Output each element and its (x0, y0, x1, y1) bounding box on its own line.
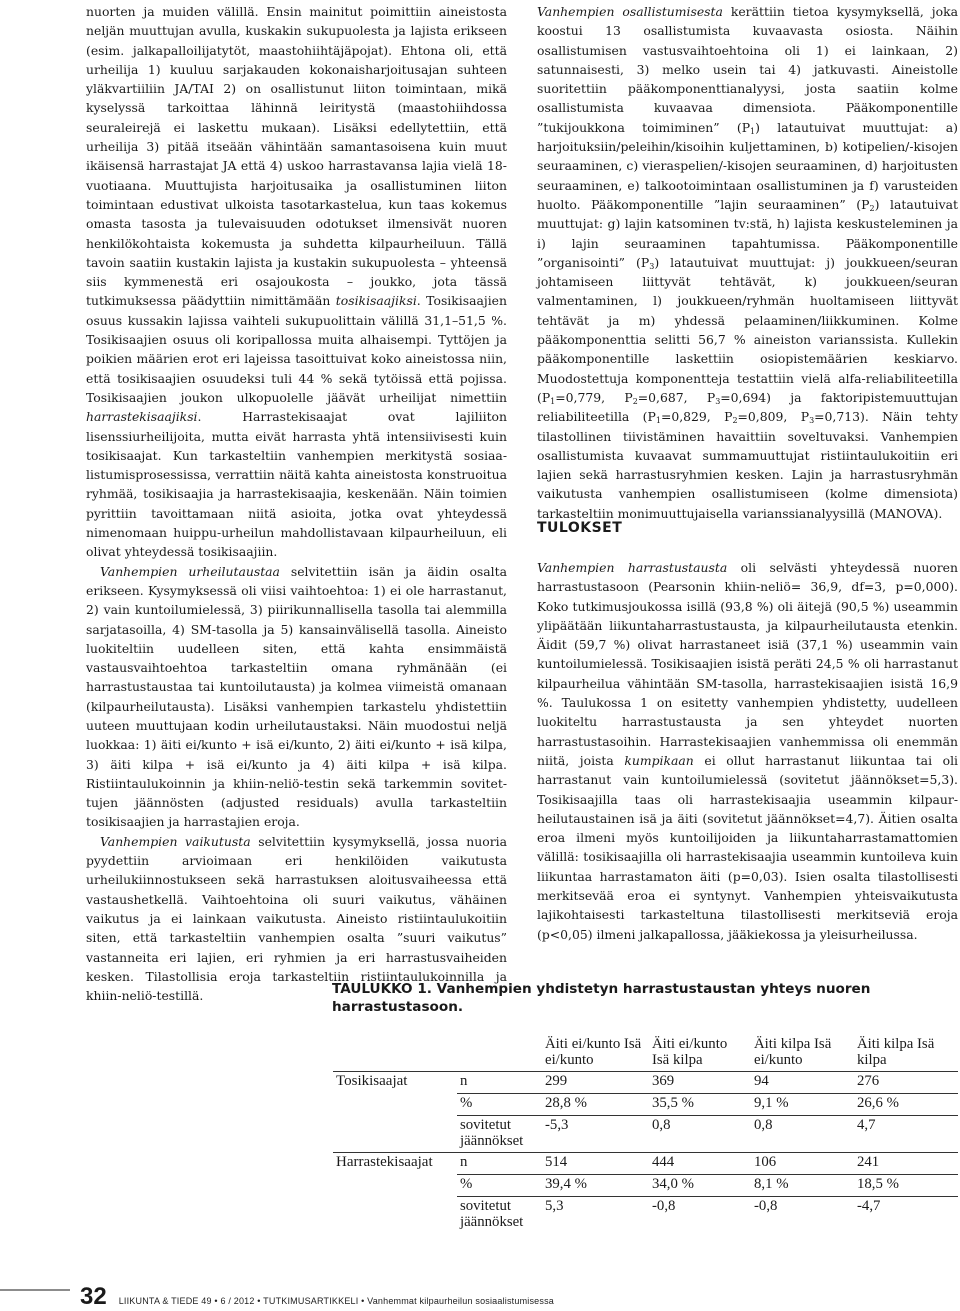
table-cell: -0,8 (751, 1197, 854, 1234)
table-cell: 9,1 % (751, 1094, 854, 1116)
table-row (333, 1197, 958, 1234)
results-table (333, 1033, 958, 1233)
right-column (537, 2, 958, 523)
table-cell: 39,4 % (542, 1175, 649, 1197)
paragraph-parent-participation: Vanhempien osallistumisesta kerättiin tietoa kysymyksellä, joka koostui 13 osallistumista kuvaavasta osiosta. Näihin osallistumisen vastusvaihtoehtoina oli 1) ei lainkaan, 2) satunnaisesti, 3) melko usein tai 4) jatkuvasti. Aineistolle suoritettiin pääkomponenttianalyysi, josta saatiin kolme osallistumista kuvaavaa dimensiota. Pääkomponentille ”tukijoukkona toimiminen” $(P_1)$ latautuivat muuttujat: a) harjoituksiin/peleihin/kisoihin kuljettaminen, b) kotipelien/-kisojen seuraaminen, c) vieraspelien/-kisojen seuraaminen, d) harjoitusten seuraaminen, e) talkootoimintaan osallistuminen ja f) varusteiden huolto. Pääkomponentille ”lajin seuraaminen” $(P_2)$ latautuivat muuttujat: g) lajin katsominen tv:stä, h) lajista keskusteleminen ja i) lajin seuraaminen tapahtumissa. Pääkomponentille ”organisointi” $(P_3)$ latautuivat muuttujat: j) joukkueen/seuran johtamiseen liittyvät tehtävät, k) joukkueen/seuran valmentaminen, l) joukkueen/ryhmän huoltamiseen liittyvät tehtävät ja m) yhdessä pelaaminen/liikkuminen. Kolme pääkomponenttia selitti 56,7 % aineiston varianssista. Kullekin pääkomponentille laskettiin osiopistemäärien keskiarvo. Muodostettuja komponentteja testattiin vielä alfa-reliabiliteetilla ($P_1=0,779$, $P_2=0,687$, $P_3=0,694$) ja faktoripistemuuttujan reliabiliteetilla ($P_1=0,829$, $P_2=0,809$, $P_3=0,713$). Näin tehty tilastollinen tiivistäminen havaittiin soveltuvaksi. Vanhempien osallistumista kuvaavat summamuuttujat ristiintaulukoitiin eri lajien sekä harrastusryhmien kesken. Lajin ja harrastusryhmän vaikutusta vanhempien osallistumiseen (kolme dimensiota) tarkasteltiin monimuuttujaisella varianssianalyysillä (MANOVA). (537, 4, 958, 521)
row-label: n (460, 1073, 468, 1089)
paragraph-method-selection: nuorten ja muiden välillä. Ensin mainitut poimittiin aineistosta neljän muuttujan avulla, kuskakin sukupuolesta ja lajista erikseen (esim. jalkapalloilijatytöt, maastohiihtäjäpojat). Ehtona oli, että urheilija 1) kuuluu sarjakauden kokonaisharjoitusajan suhteen yläkvartiiliin JA/TAI 2) on osallistunut liiton toimintaan, mikä kyselyssä tarkoittaa lähinnä leiritystä (maastohiihdossa seuraleirejä ei laskettu mukaan). Lisäksi edellytettiin, että urheilija 3) pitää itseään vähintään samantasoisena kuin muut ikäisensä harrastajat JA että 4) uskoo harrastavansa lajia vielä 18-vuotiaana. Muuttujista harjoitusaika ja osallistuminen liiton toimintaan edustivat ulkoista tasotarkastelua, kun taas kokemus omasta tasosta ja tulevaisuuden odotukset ilmensivät nuoren henkilökohtaista kokemusta ja suhdetta kilpaurheiluun. Tällä tavoin saatiin kustakin lajista ja kustakin sukupuolesta – yhteensä siis kymmenestä eri osajoukosta – joukko, jota tässä tutkimuksessa päädyttiin nimittämään tosikisaajiksi. Tosikisaajien osuus kussakin lajissa vaihteli sukupuolittain välillä 31,1–51,5 %. Tosikisaajien osuus oli koripallossa muita alhaisempi. Tyttöjen ja poikien määrien erot eri lajeissa tasoittuivat koko aineistossa niin, että tosikisaajien osuudeksi tuli 44 % sekä tytöissä että pojissa. Tosikisaajien joukon ulkopuolelle jäävät urheilijat nimettiin harrastekisaajiksi. Harrastekisaajat ovat lajiliiton lisenssiurheilijoita, mutta eivät harrasta yhtä intensiivisesti kuin tosikisaajat. Kun tarkasteltiin vanhempien merkitystä sosiaalistumisprosessissa, verrattiin näitä kahta aineistosta konstruoitua ryhmää, tosikisaajia ja harrastekisaajia, keskenään. Näin toimien pyrittiin tavoittamaan niitä asioita, jotka ovat yhteydessä nimenomaan huippu-urheilun mahdollistavaan kilpaurheiluun, eli olivat yhteydessä tosikisaajiin. (86, 4, 507, 560)
paragraph-parent-influence: Vanhempien vaikutusta selvitettiin kysymyksellä, jossa nuoria pyydettiin arvioimaan eri henkilöiden vaikutusta urheilukiinnostukseen sekä harrastuksen aloitusvaiheessa että vastaushetkellä. Vaihtoehtoina oli suuri vaikutus, vähäinen vaikutus ja ei lainkaan vaikutusta. Aineisto ristiintaulukoitiin siten, että tarkasteltiin vanhempien osalta ”suuri vaikutus” vastanneita eri lajien, eri ryhmien ja eri harrastusvaiheiden kesken. Tilastollisia eroja tarkasteltiin ristiintaulukoinnilla ja khiin-neliö-testillä. (86, 833, 507, 1004)
table-cell: 34,0 % (649, 1175, 751, 1197)
table-cell: 28,8 % (542, 1094, 649, 1116)
table-cell: 276 (857, 1073, 880, 1089)
table-cell: 26,6 % (854, 1094, 958, 1116)
table-header-cell: Äiti ei/kunto Isä kilpa (649, 1033, 751, 1072)
row-label: sovitetut jäännökset (457, 1197, 542, 1234)
table-row (333, 1116, 958, 1153)
right-column-results (537, 558, 958, 944)
table-row (333, 1175, 958, 1197)
table-cell: -5,3 (542, 1116, 649, 1153)
group-label: Harrastekisaajat (333, 1153, 457, 1175)
paragraph-parent-background: Vanhempien urheilutaustaa selvitettiin isän ja äidin osalta erikseen. Kysymyksessä oli viisi vaihtoehtoa: 1) ei ole harrastanut, 2) vain kuntoilumielessä, 3) piirikunnallisella tasolla tai alemmilla sarjatasoilla, 4) SM-tasolla ja 5) kansainvälisellä tasolla. Aineisto luokiteltiin uudelleen siten, että kahta ensimmäistä vastausvaihtoehtoa tarkasteltiin omana ryhmänään (ei harrastustaustaa tai kuntoilutausta) ja kolmea viimeistä omanaan (kilpaurheilutausta). Lisäksi vanhempien tarkastelu yhdistettiin uuteen muuttujaan kodin urheilutaustaksi. Näin muodostui neljä luokkaa: 1) äiti ei/kunto + isä ei/kunto, 2) äiti ei/kunto + isä kilpa, 3) äiti kilpa + isä ei/kunto ja 4) äiti kilpa + isä kilpa. Ristiintaulukoinnin ja khiin-neliö-testin sekä tarkemmin sovitettujen jäännösten (adjusted residuals) avulla tarkasteltiin tosikisaajien ja harrastajien eroja. (86, 563, 507, 830)
row-label: % (457, 1175, 542, 1197)
table-cell: -0,8 (649, 1197, 751, 1234)
table-header-cell: Äiti kilpa Isä ei/kunto (751, 1033, 854, 1072)
page-number: 32 (80, 1283, 107, 1310)
row-label: sovitetut jäännökset (457, 1116, 542, 1153)
table-cell: 514 (542, 1153, 649, 1175)
footer-meta: LIIKUNTA & TIEDE 49 • 6 / 2012 • TUTKIMUSARTIKKELI • Vanhemmat kilpaurheilun sosiaalistumisessa (118, 1296, 554, 1306)
table-header-cell: Äiti ei/kunto Isä ei/kunto (542, 1033, 649, 1072)
row-label: % (457, 1094, 542, 1116)
table-header-cell: Äiti kilpa Isä kilpa (854, 1033, 958, 1072)
table-cell: 5,3 (542, 1197, 649, 1234)
paragraph-results: Vanhempien harrastustausta oli selvästi yhteydessä nuoren harrastustasoon (Pearsonin khiin-neliö= 36,9, df=3, p=0,000). Koko tutkimusjoukossa isillä (93,8 %) oli äitejä (90,5 %) useammin ylipäätään liikuntaharrastustausta, ja kilpaurheilutausta etenkin. Äidit (59,7 %) olivat harrastaneet isiä (37,1 %) useammin vain kuntoilumielessä. Tosikisaajien isistä peräti 24,5 % oli harrastanut kilpaurheilua vähintään SM-tasolla, harrastekisaajien isistä 16,9 %. Taulukossa 1 on esitetty vanhempien yhdistetty, uudelleen luokiteltu harrastustausta ja sen yhteydet nuorten harrastustasoihin. Harrastekisaajien vanhemmissa oli enemmän niitä, joista kumpikaan ei ollut harrastanut liikuntaa tai oli harrastanut vain kuntoilumielessä (sovitetut jäännökset=5,3). Tosikisaajilla taas oli harrastekisaajia useammin kilpaurheilutaustainen isä ja äiti (sovitetut jäännökset=4,7). Äitien osalta eroa ilmeni myös kuntoilijoiden ja liikuntaharrastamattomien välillä: tosikisaajilla oli harrastekisaajia useammin kuntoileva kuin liikuntaa harrastamaton äiti (p=0,03). Isien osalta tilastollisesti merkitsevää eroa ei syntynyt. Vanhempien yhteisvaikutusta lajikohtaisesti tarkasteltuna tilastollisesti merkitseviä eroja (p<0,05) ilmeni jalkapallossa, jääkiekossa ja yleisurheilussa. (537, 560, 958, 942)
table-cell: 241 (854, 1153, 958, 1175)
table-header-row (333, 1033, 958, 1072)
table-row (333, 1072, 958, 1094)
table-cell: 94 (754, 1073, 769, 1089)
section-heading-results: TULOKSET (537, 520, 623, 536)
page-footer (80, 1283, 554, 1311)
table-cell: 18,5 % (854, 1175, 958, 1197)
table-cell: 35,5 % (649, 1094, 751, 1116)
table-cell: 0,8 (751, 1116, 854, 1153)
table-cell: 369 (652, 1073, 675, 1089)
group-label: Tosikisaajat (336, 1073, 408, 1089)
table-row (333, 1094, 958, 1116)
table-cell: 299 (545, 1073, 568, 1089)
table-row (333, 1153, 958, 1175)
table-cell: 444 (649, 1153, 751, 1175)
table-cell: 4,7 (854, 1116, 958, 1153)
table-cell: 8,1 % (751, 1175, 854, 1197)
table-cell: 106 (751, 1153, 854, 1175)
table-cell: -4,7 (854, 1197, 958, 1234)
table-cell: 0,8 (649, 1116, 751, 1153)
footer-bar-icon (0, 1284, 70, 1296)
row-label: n (457, 1153, 542, 1175)
left-column (86, 2, 507, 1005)
table-caption: TAULUKKO 1. Vanhempien yhdistetyn harrastustaustan yhteys nuoren harrastustasoon. (332, 981, 871, 1015)
